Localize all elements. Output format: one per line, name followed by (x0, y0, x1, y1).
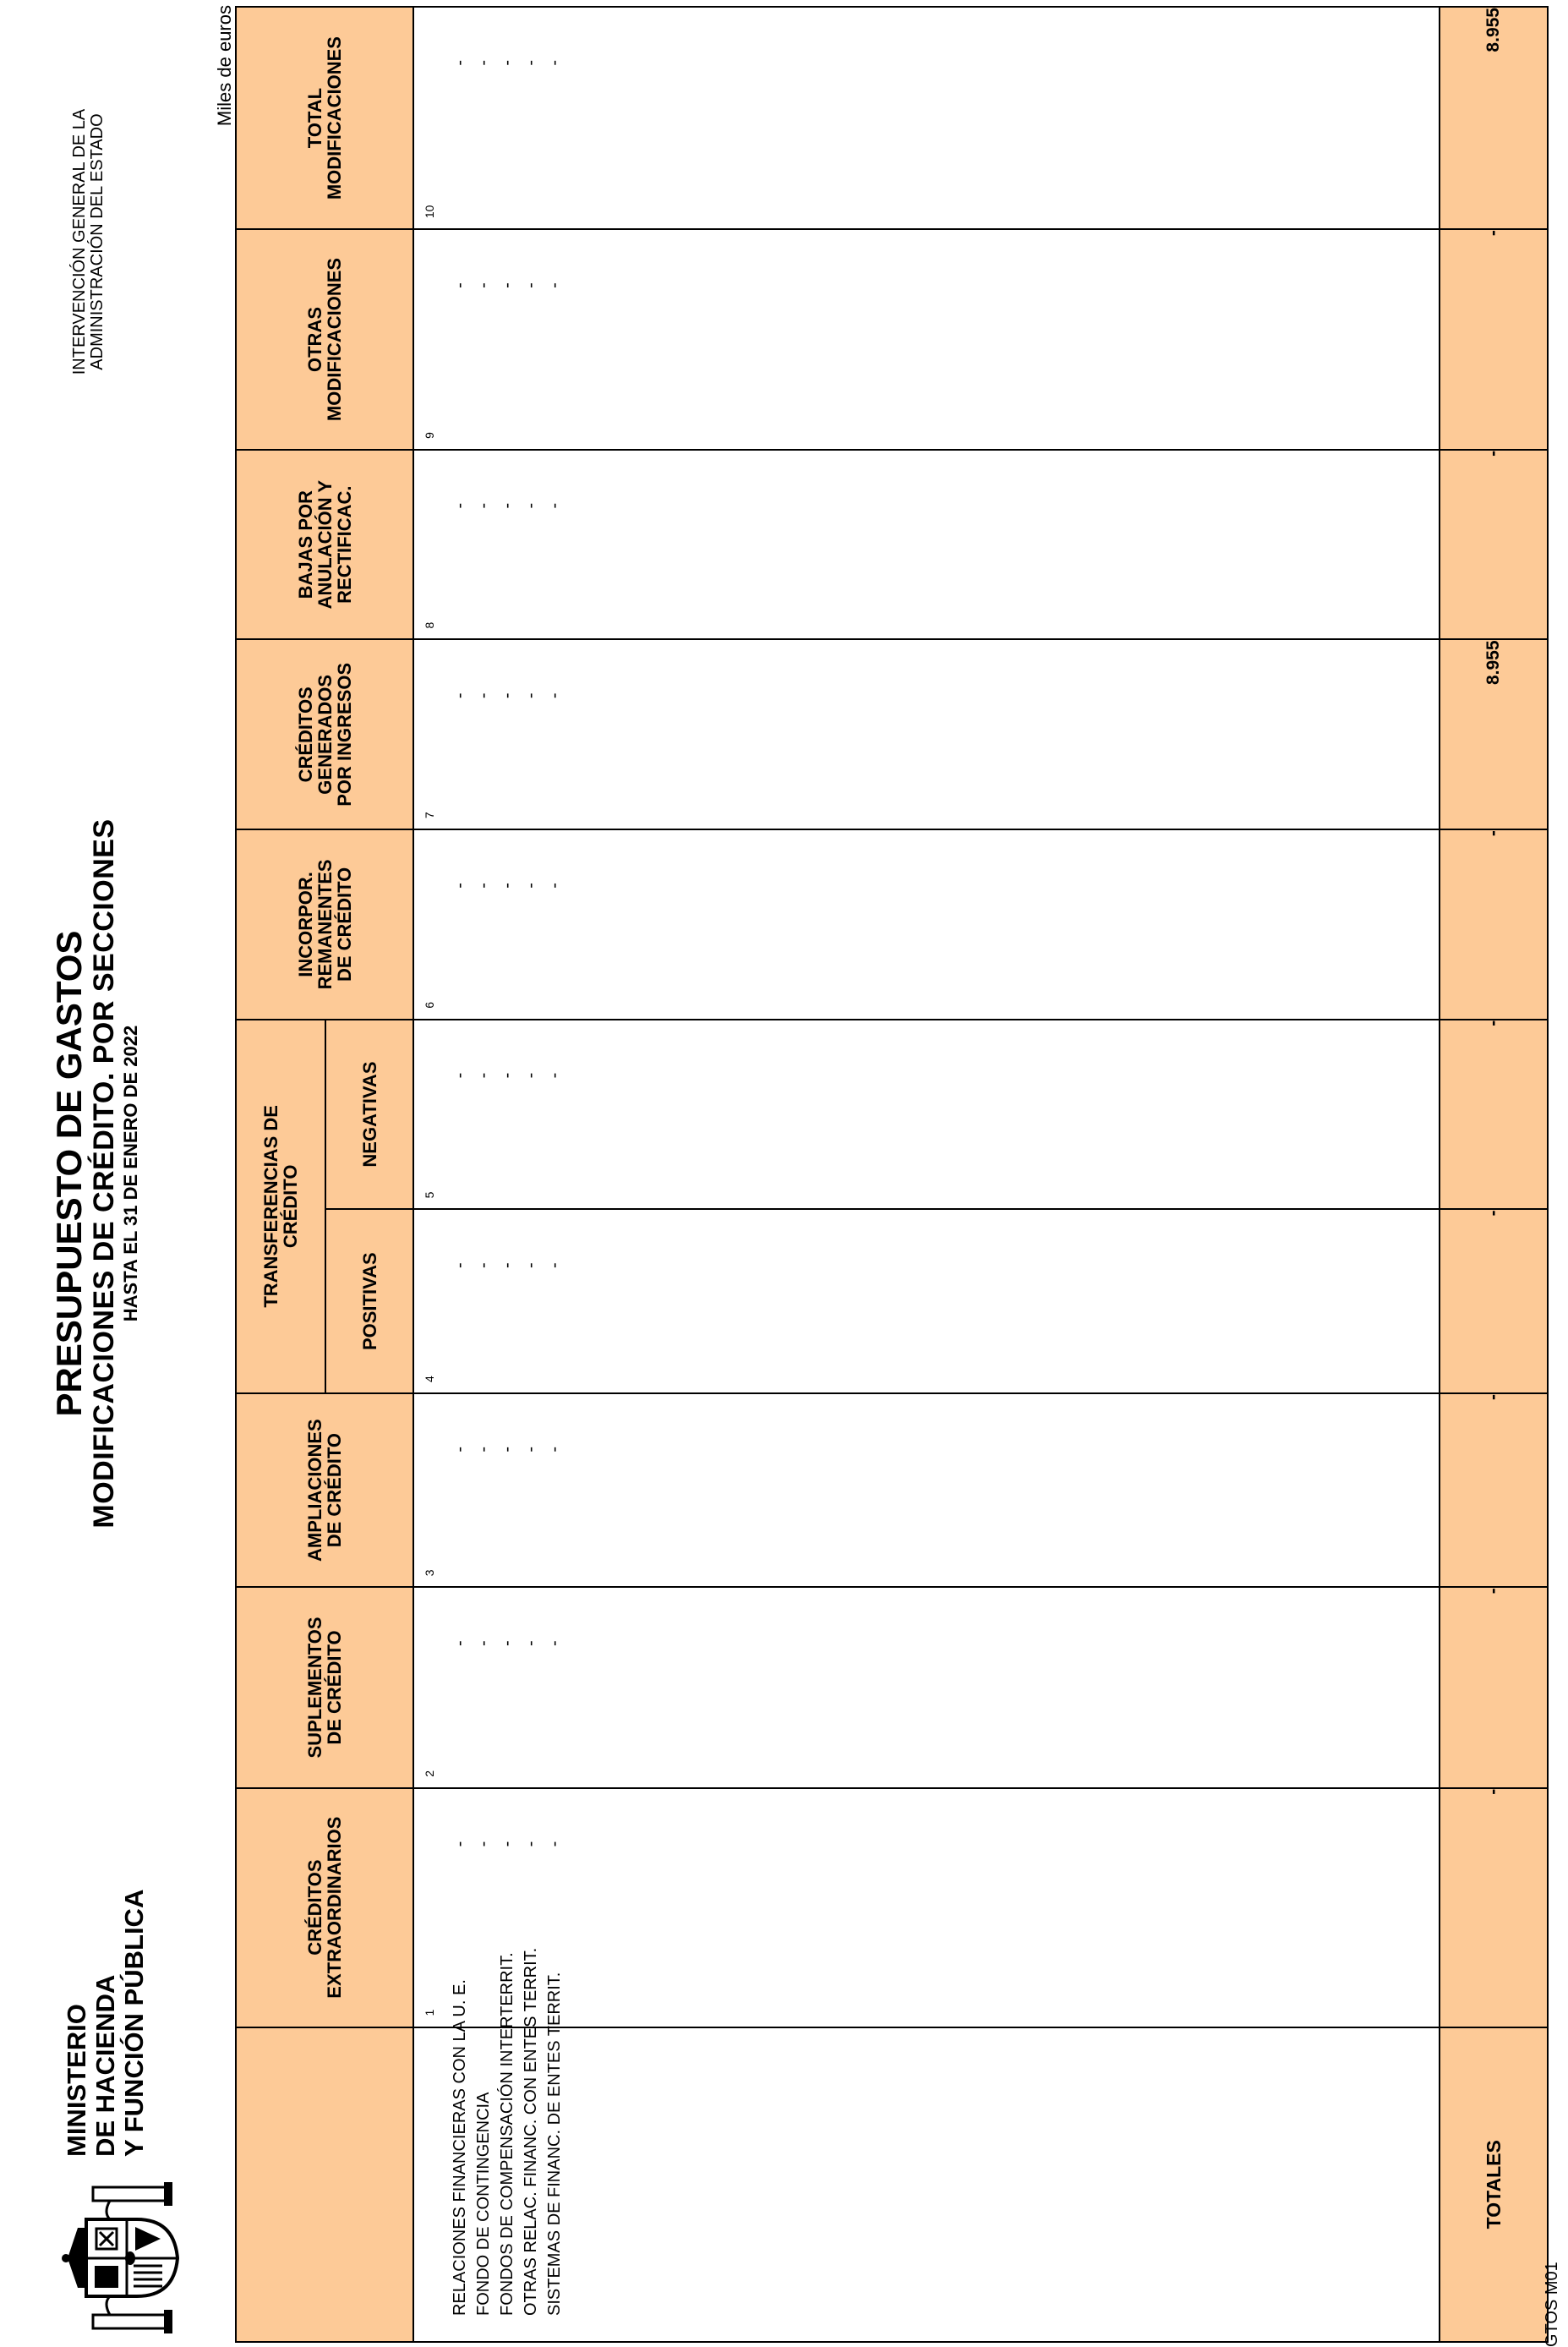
cell-value: - (451, 60, 469, 66)
cell-value: - (474, 1072, 493, 1079)
header-creditos-generados: CRÉDITOS GENERADOS POR INGRESOS (236, 639, 413, 829)
data-column (413, 829, 1440, 1020)
cell-value: - (451, 1447, 469, 1453)
total-value: 8.955 (1440, 639, 1548, 829)
cell-value: - (474, 60, 493, 66)
total-value: - (1440, 1020, 1548, 1210)
cell-value: - (498, 1262, 516, 1269)
total-value: - (1440, 450, 1548, 640)
cell-value: - (522, 282, 540, 288)
units-label: Miles de euros (214, 5, 235, 127)
column-number: 8 (423, 621, 436, 629)
concepts-cell (413, 1947, 1440, 2342)
cell-value: - (498, 60, 516, 66)
cell-value: - (474, 883, 493, 889)
ministry-line: DE HACIENDA (90, 1974, 120, 2157)
data-column (413, 1209, 1440, 1393)
header-incorporaciones: INCORPOR. REMANENTES DE CRÉDITO (236, 829, 413, 1020)
agency-line: INTERVENCIÓN GENERAL DE LA (70, 108, 89, 375)
column-number: 5 (423, 1191, 436, 1199)
column-number: 1 (423, 2009, 436, 2016)
cell-value: - (522, 1447, 540, 1453)
cell-value: - (451, 1262, 469, 1269)
header-transferencias: TRANSFERENCIAS DE CRÉDITO (236, 1020, 325, 1393)
concept-item: FONDOS DE COMPENSACIÓN INTERTERRIT. (498, 1952, 516, 2316)
cell-value: - (545, 502, 564, 509)
cell-value: - (451, 1841, 469, 1847)
data-column (413, 1788, 1440, 2027)
cell-value: - (498, 1841, 516, 1847)
total-value: - (1440, 829, 1548, 1020)
total-value: - (1440, 229, 1548, 450)
concept-item: OTRAS RELAC. FINANC. CON ENTES TERRIT. (522, 1947, 540, 2316)
ministry-line: MINISTERIO (62, 2004, 91, 2157)
modifications-table (235, 6, 1549, 2343)
column-number: 10 (423, 205, 436, 219)
total-value: 8.955 (1440, 7, 1548, 229)
cell-value: - (545, 60, 564, 66)
column-number: 7 (423, 812, 436, 819)
column-number: 9 (423, 432, 436, 439)
report-period: HASTA EL 31 DE ENERO DE 2022 (120, 1025, 141, 1322)
cell-value: - (474, 1841, 493, 1847)
cell-value: - (474, 1262, 493, 1269)
cell-value: - (498, 883, 516, 889)
cell-value: - (498, 1640, 516, 1646)
cell-value: - (545, 1841, 564, 1847)
header-negativas: NEGATIVAS (325, 1020, 413, 1210)
header-suplementos: SUPLEMENTOS DE CRÉDITO (236, 1587, 413, 1787)
cell-value: - (451, 692, 469, 699)
report-subtitle: MODIFICACIONES DE CRÉDITO. POR SECCIONES (88, 818, 120, 1529)
cell-value: - (545, 692, 564, 699)
cell-value: - (522, 883, 540, 889)
header-ampliaciones: AMPLIACIONES DE CRÉDITO (236, 1393, 413, 1587)
data-column (413, 1020, 1440, 1210)
concept-item: RELACIONES FINANCIERAS CON LA U. E. (451, 1979, 469, 2316)
cell-value: - (522, 1072, 540, 1079)
column-number: 4 (423, 1376, 436, 1382)
cell-value: - (498, 692, 516, 699)
cell-value: - (498, 1072, 516, 1079)
cell-value: - (451, 1072, 469, 1079)
cell-value: - (522, 1640, 540, 1646)
agency-name (71, 47, 107, 436)
data-column (413, 639, 1440, 829)
cell-value: - (498, 502, 516, 509)
cell-value: - (474, 502, 493, 509)
data-column (413, 1393, 1440, 1587)
column-number: 3 (423, 1569, 436, 1577)
concept-item: FONDO DE CONTINGENCIA (474, 2092, 493, 2316)
agency-line: ADMINISTRACIÓN DEL ESTADO (88, 113, 107, 370)
ministry-line: Y FUNCIÓN PÚBLICA (119, 1889, 149, 2157)
total-value: - (1440, 1587, 1548, 1787)
header-otras-modificaciones: OTRAS MODIFICACIONES (236, 229, 413, 450)
cell-value: - (545, 1262, 564, 1269)
cell-value: - (522, 60, 540, 66)
total-value: - (1440, 1393, 1548, 1587)
cell-value: - (522, 1262, 540, 1269)
concept-header (236, 2027, 413, 2342)
cell-value: - (474, 1640, 493, 1646)
report-title: PRESUPUESTO DE GASTOS (49, 930, 89, 1417)
cell-value: - (545, 883, 564, 889)
form-code: GTOS M01 (1543, 2262, 1561, 2347)
cell-value: - (522, 502, 540, 509)
cell-value: - (545, 1640, 564, 1646)
concept-item: SISTEMAS DE FINANC. DE ENTES TERRIT. (545, 1972, 564, 2316)
cell-value: - (545, 282, 564, 288)
cell-value: - (498, 282, 516, 288)
cell-value: - (474, 1447, 493, 1453)
total-value: - (1440, 1788, 1548, 2027)
cell-value: - (451, 502, 469, 509)
cell-value: - (451, 883, 469, 889)
cell-value: - (545, 1072, 564, 1079)
header-positivas: POSITIVAS (325, 1209, 413, 1393)
data-column (413, 229, 1440, 450)
header-bajas: BAJAS POR ANULACIÓN Y RECTIFICAC. (236, 450, 413, 640)
cell-value: - (522, 692, 540, 699)
data-column (413, 450, 1440, 640)
total-value: - (1440, 1209, 1548, 1393)
totals-label: TOTALES (1440, 2027, 1548, 2342)
column-number: 2 (423, 1770, 436, 1777)
data-column (413, 7, 1440, 229)
cell-value: - (474, 692, 493, 699)
cell-value: - (498, 1447, 516, 1453)
cell-value: - (545, 1447, 564, 1453)
data-column (413, 1587, 1440, 1787)
cell-value: - (522, 1841, 540, 1847)
header-creditos-extraordinarios: CRÉDITOS EXTRAORDINARIOS (236, 1788, 413, 2027)
column-number: 6 (423, 1001, 436, 1009)
cell-value: - (451, 282, 469, 288)
cell-value: - (451, 1640, 469, 1646)
cell-value: - (474, 282, 493, 288)
header-total-modificaciones: TOTAL MODIFICACIONES (236, 7, 413, 229)
